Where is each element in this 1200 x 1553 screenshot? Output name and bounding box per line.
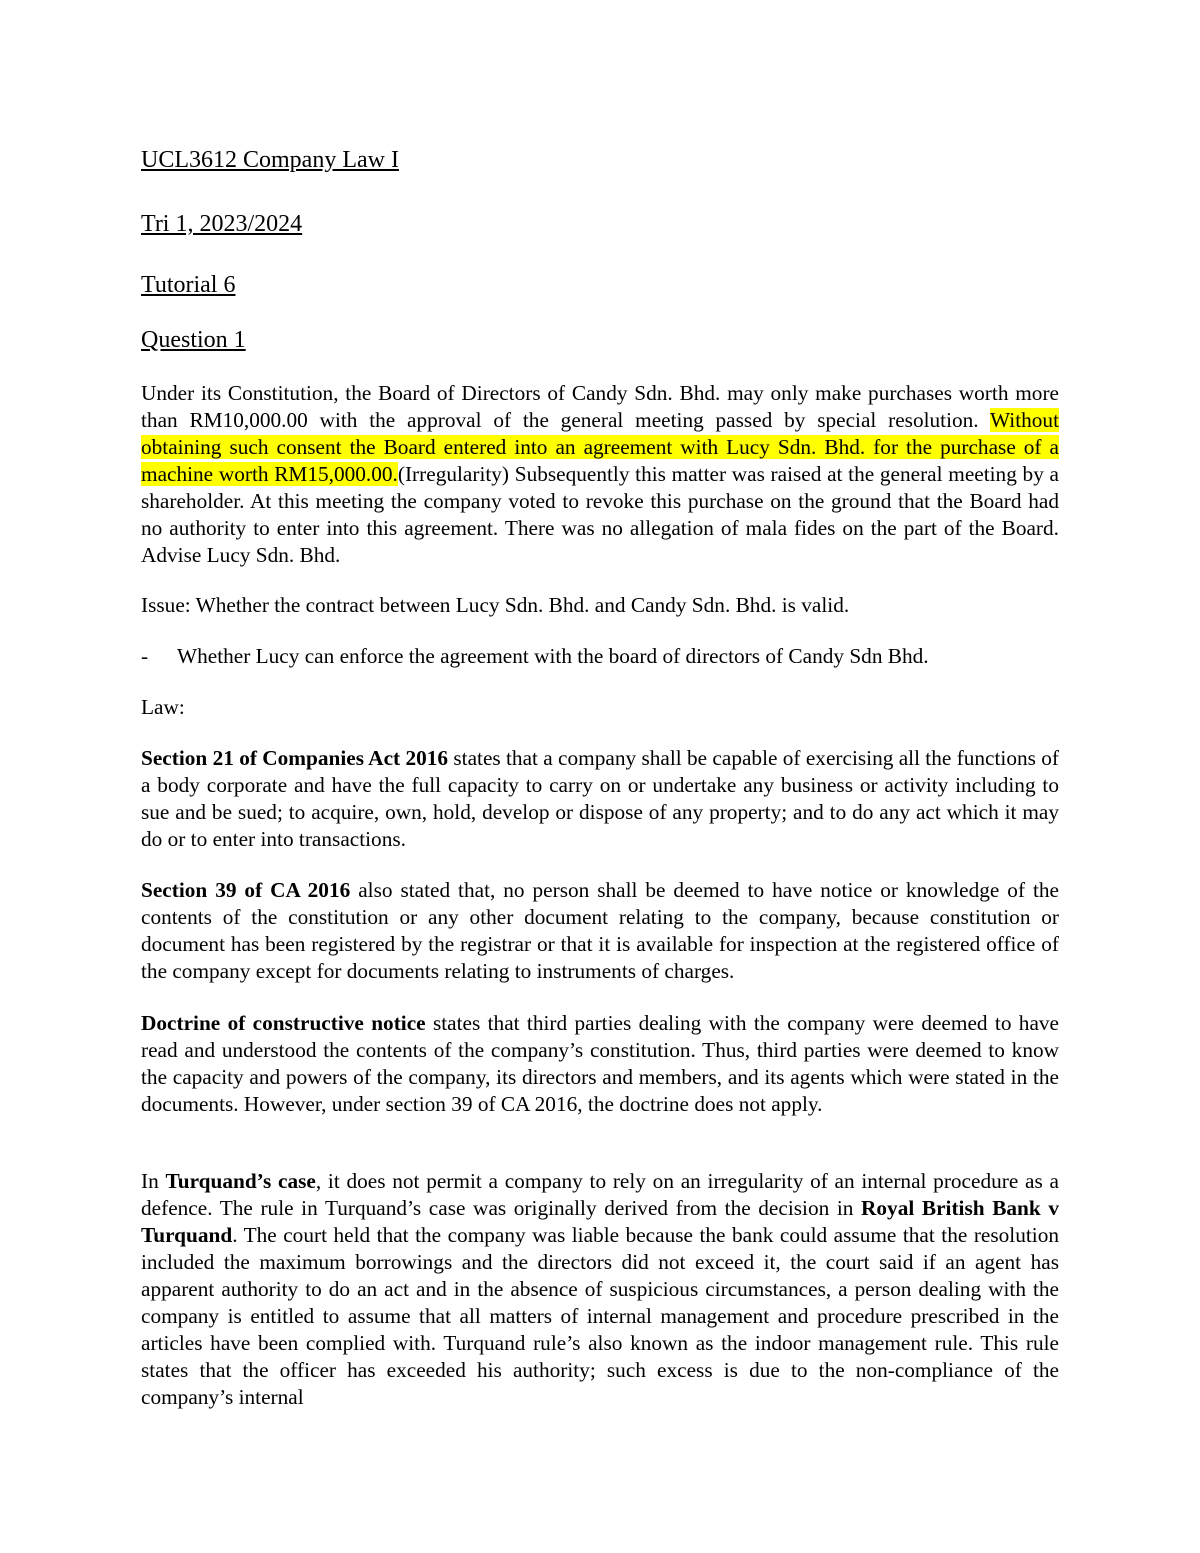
turquand-case-name: Turquand’s case	[165, 1169, 316, 1193]
question-text-part2: (Irregularity) Subsequently this matter was raised at the general meeting by a shareholder. At this meeting the company voted to revoke this purchase on the ground that the Board had no authority to enter into this agreement. There was no allegation of mala fides on the part of the Board. Advise Lucy Sdn. Bhd.	[141, 462, 1059, 567]
turquand-pre: In	[141, 1169, 166, 1193]
doctrine-paragraph	[141, 1010, 1059, 1118]
section-21-paragraph	[141, 745, 1059, 853]
sub-issue-bullet: -	[141, 644, 149, 668]
highlighted-irregularity-text: Without obtaining such consent the Board entered into an agreement with Lucy Sdn. Bhd. for the purchase of a machine worth RM15,000.00.	[141, 408, 1059, 486]
turquand-mid: , it does not permit a company to rely on an irregularity of an internal procedure as a defence. The rule in Turquand’s case was originally derived from the decision in	[141, 1169, 1059, 1220]
turquand-post: . The court held that the company was liable because the bank could assume that the resolution included the maximum borrowings and the directors did not exceed it, the court said if an agent has apparent authority to do an act and in the absence of suspicious circumstances, a person dealing with the company is entitled to assume that all matters of internal management and procedure prescribed in the articles have been complied with. Turquand rule’s also known as the indoor management rule. This rule states that the officer has exceeded his authority; such excess is due to the non-compliance of the company’s internal	[141, 1223, 1059, 1409]
doctrine-text: states that third parties dealing with the company were deemed to have read and understood the contents of the company’s constitution. Thus, third parties were deemed to know the capacity and powers of the company, its directors and members, and its agents which were stated in the documents. However, under section 39 of CA 2016, the doctrine does not apply.	[141, 1011, 1060, 1116]
turquand-paragraph	[141, 1168, 1059, 1411]
term-title: Tri 1, 2023/2024	[141, 211, 303, 237]
section-21-text: states that a company shall be capable of exercising all the functions of a body corporate and have the full capacity to carry on or undertake any business or activity including to sue and be sued; to acquire, own, hold, develop or dispose of any property; and to do any act which it may do or to enter into transactions.	[141, 746, 1059, 851]
question-title: Question 1	[141, 327, 246, 353]
sub-issue-text: Whether Lucy can enforce the agreement with the board of directors of Candy Sdn Bhd.	[177, 644, 929, 668]
issue-text: Issue: Whether the contract between Lucy Sdn. Bhd. and Candy Sdn. Bhd. is valid.	[141, 593, 850, 617]
royal-british-bank-case-name: Royal British Bank v Turquand	[141, 1196, 1059, 1247]
section-21-heading: Section 21 of Companies Act 2016	[141, 746, 449, 770]
question-paragraph	[141, 380, 1059, 569]
section-39-paragraph	[141, 877, 1059, 985]
section-39-heading: Section 39 of CA 2016	[141, 878, 351, 902]
question-text-part1: Under its Constitution, the Board of Directors of Candy Sdn. Bhd. may only make purchases worth more than RM10,000.00 with the approval of the general meeting passed by special resolution.	[141, 381, 1059, 432]
doctrine-heading: Doctrine of constructive notice	[141, 1011, 426, 1035]
course-title: UCL3612 Company Law I	[141, 147, 399, 173]
law-label: Law:	[141, 695, 185, 719]
tutorial-title: Tutorial 6	[141, 272, 236, 298]
section-39-text: also stated that, no person shall be deemed to have notice or knowledge of the contents of the constitution or any other document relating to the company, because constitution or document has been registered by the registrar or that it is available for inspection at the registered office of the company except for documents relating to instruments of charges.	[141, 878, 1060, 983]
